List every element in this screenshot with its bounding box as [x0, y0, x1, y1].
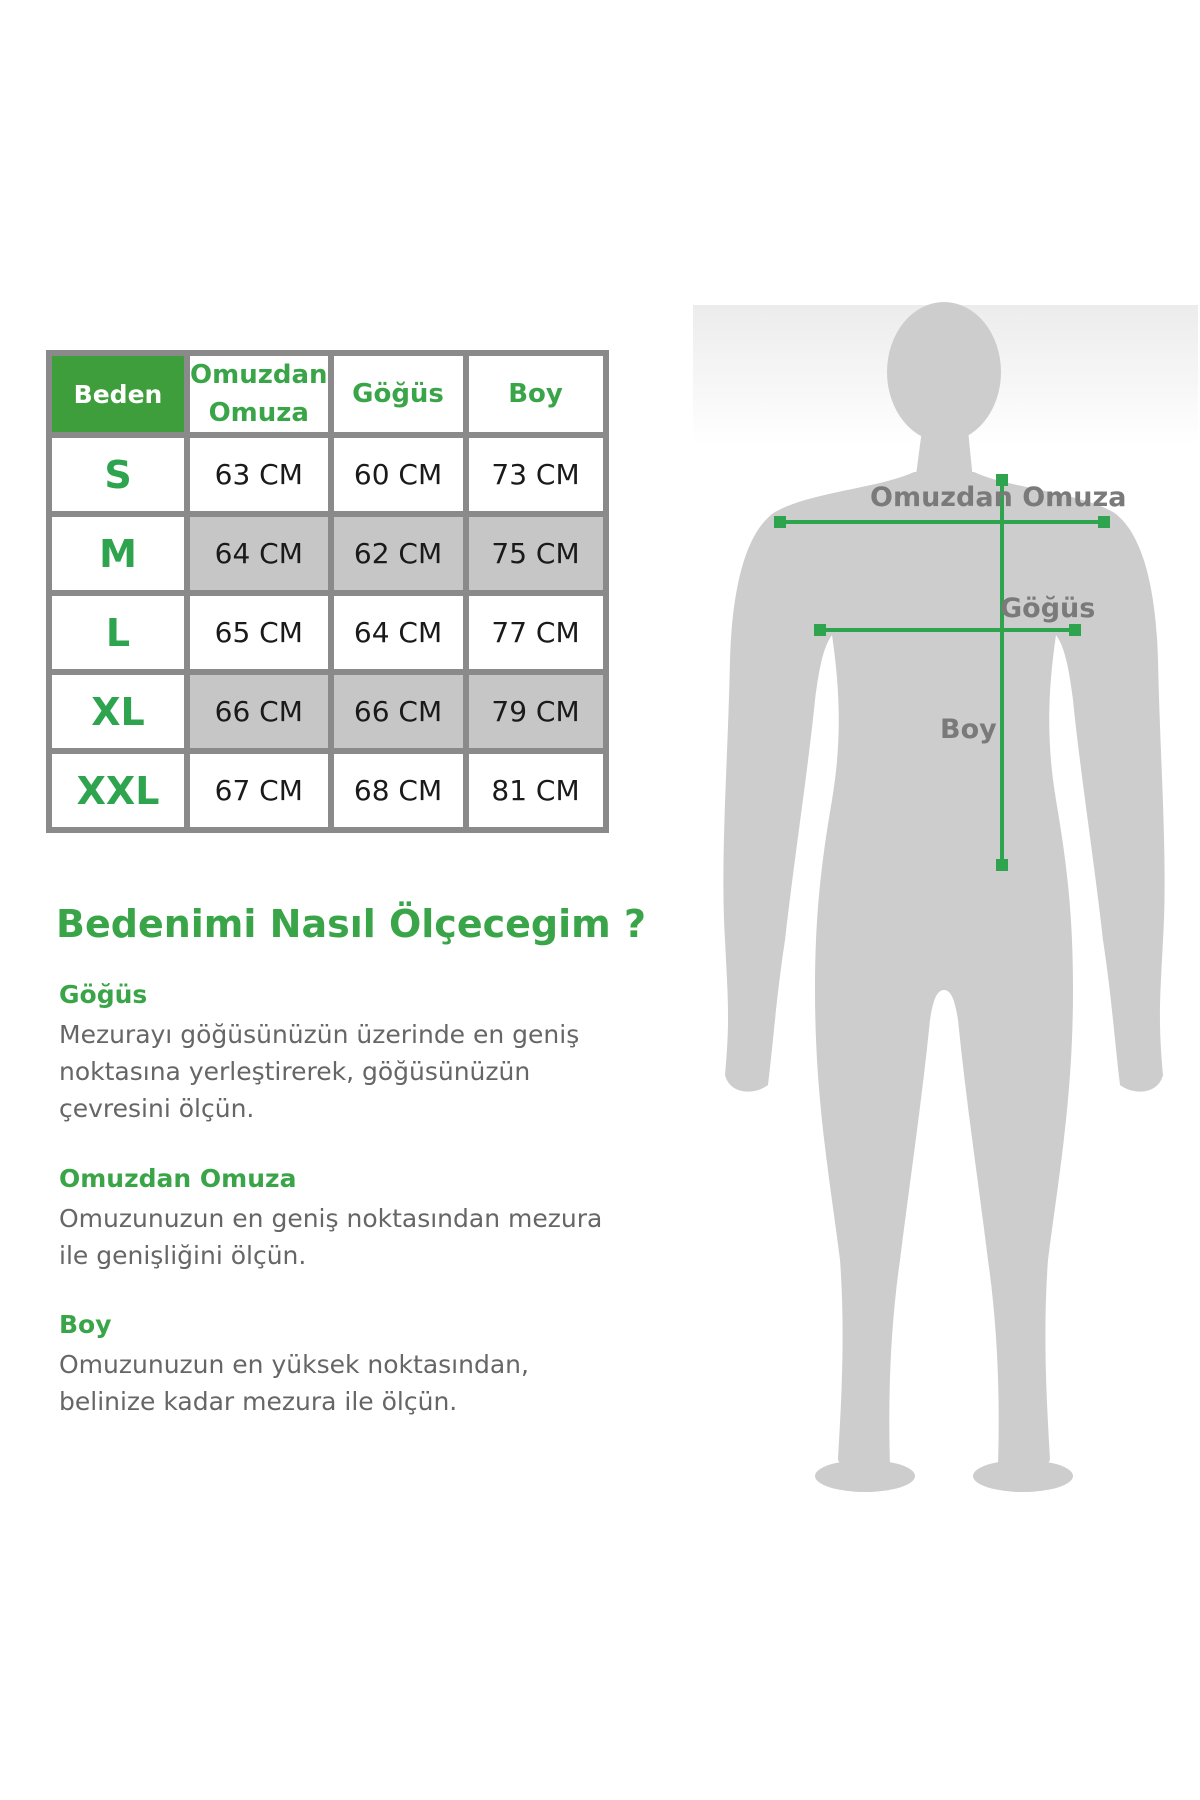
section-heading: Omuzdan Omuza — [59, 1164, 297, 1193]
table-header-row — [52, 356, 603, 432]
boy-cell: 81 CM — [469, 754, 603, 827]
table-row — [52, 596, 603, 669]
chest-right-marker — [1069, 624, 1081, 636]
length-bottom-marker — [996, 859, 1008, 871]
shoulder-right-marker — [1098, 516, 1110, 528]
guide-section-gogus — [59, 978, 619, 1127]
section-heading: Boy — [59, 1310, 112, 1339]
omuz-cell: 64 CM — [190, 517, 328, 590]
chest-left-marker — [814, 624, 826, 636]
boy-cell: 79 CM — [469, 675, 603, 748]
label-gogus: Göğüs — [1000, 593, 1096, 624]
omuz-cell: 66 CM — [190, 675, 328, 748]
table-row — [52, 438, 603, 511]
label-boy: Boy — [940, 714, 997, 745]
size-cell: XL — [52, 675, 184, 748]
size-cell: S — [52, 438, 184, 511]
omuz-cell: 63 CM — [190, 438, 328, 511]
size-chart-table — [46, 350, 609, 833]
boy-cell: 73 CM — [469, 438, 603, 511]
table-row — [52, 675, 603, 748]
gogus-cell: 62 CM — [334, 517, 463, 590]
header-boy: Boy — [469, 356, 603, 432]
section-text: Omuzunuzun en yüksek noktasından, belinize kadar mezura ile ölçün. — [59, 1350, 529, 1416]
section-text: Omuzunuzun en geniş noktasından mezura ile genişliğini ölçün. — [59, 1204, 603, 1270]
section-text: Mezurayı göğüsünüzün üzerinde en geniş noktasına yerleştirerek, göğüsünüzün çevresini ölçün. — [59, 1020, 580, 1123]
size-cell: L — [52, 596, 184, 669]
body-silhouette-graphic — [690, 300, 1200, 1500]
gogus-cell: 60 CM — [334, 438, 463, 511]
gogus-cell: 66 CM — [334, 675, 463, 748]
header-omuzdan-omuza: Omuzdan Omuza — [190, 356, 328, 432]
boy-cell: 75 CM — [469, 517, 603, 590]
shoulder-left-marker — [774, 516, 786, 528]
table-row — [52, 517, 603, 590]
guide-title: Bedenimi Nasıl Ölçecegim ? — [56, 902, 647, 946]
omuz-cell: 65 CM — [190, 596, 328, 669]
size-cell: M — [52, 517, 184, 590]
boy-cell: 77 CM — [469, 596, 603, 669]
section-heading: Göğüs — [59, 980, 148, 1009]
omuz-cell: 67 CM — [190, 754, 328, 827]
header-gogus: Göğüs — [334, 356, 463, 432]
size-cell: XXL — [52, 754, 184, 827]
header-beden: Beden — [52, 356, 184, 432]
gogus-cell: 68 CM — [334, 754, 463, 827]
guide-section-omuzdan-omuza — [59, 1162, 619, 1274]
gogus-cell: 64 CM — [334, 596, 463, 669]
label-omuzdan-omuza: Omuzdan Omuza — [870, 482, 1127, 513]
body-figure — [690, 300, 1200, 1500]
body-silhouette-icon — [723, 302, 1164, 1492]
table-row — [52, 754, 603, 827]
guide-section-boy — [59, 1308, 619, 1420]
